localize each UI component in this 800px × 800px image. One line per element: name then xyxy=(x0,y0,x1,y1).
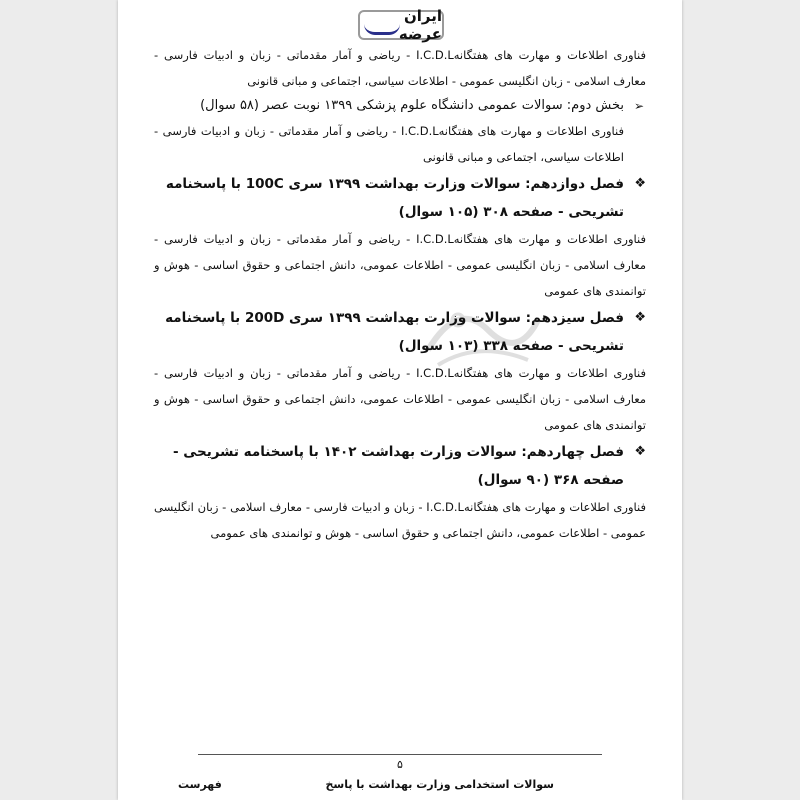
toc-heading-text: فصل چهاردهم: سوالات وزارت بهداشت ۱۴۰۲ با پاسخنامه تشریحی - صفحه ۳۶۸ (۹۰ سوال) xyxy=(173,444,624,488)
toc-topics-text: فناوری اطلاعات و مهارت های هفتگانهI.C.D.L - زبان و ادبیات فارسی - معارف اسلامی - زبان انگلیسی عمومی - اطلاعات عمومی، دانش اجتماعی و حقوق اساسی - هوش و توانمندی های عمومی xyxy=(154,500,646,540)
footer-section-label: فهرست xyxy=(178,778,222,791)
toc-chapter xyxy=(154,438,646,494)
toc-topics-text: فناوری اطلاعات و مهارت های هفتگانهI.C.D.L - ریاضی و آمار مقدماتی - زبان و ادبیات فارسی - اطلاعات سیاسی، اجتماعی و مبانی قانونی xyxy=(154,124,624,164)
toc-topics-text: فناوری اطلاعات و مهارت های هفتگانهI.C.D.L - ریاضی و آمار مقدماتی - زبان و ادبیات فارسی - معارف اسلامی - زبان انگلیسی عمومی - اطلاعات عمومی، دانش اجتماعی و حقوق اساسی - هوش و توانمندی های عمومی xyxy=(154,232,646,298)
footer-book-title: سوالات استخدامی وزارت بهداشت با پاسخ xyxy=(325,778,554,791)
page-number: ۵ xyxy=(397,758,403,771)
toc-chapter xyxy=(154,304,646,360)
brand-logo-text: ایران عرضه xyxy=(398,7,442,43)
toc-subsection xyxy=(154,94,646,118)
toc-topics xyxy=(154,42,646,94)
diamond-bullet-icon: ❖ xyxy=(634,310,646,325)
diamond-bullet-icon: ❖ xyxy=(634,444,646,459)
toc-topics xyxy=(154,226,646,304)
diamond-bullet-icon: ❖ xyxy=(634,176,646,191)
arrow-bullet-icon: ➢ xyxy=(633,99,644,113)
toc-topics-text: فناوری اطلاعات و مهارت های هفتگانهI.C.D.L - ریاضی و آمار مقدماتی - زبان و ادبیات فارسی - معارف اسلامی - زبان انگلیسی عمومی - اطلاعات عمومی، دانش اجتماعی و حقوق اساسی - هوش و توانمندی های عمومی xyxy=(154,366,646,432)
toc-topics xyxy=(154,118,646,170)
table-of-contents xyxy=(154,42,646,546)
toc-topics-text: فناوری اطلاعات و مهارت های هفتگانهI.C.D.L - ریاضی و آمار مقدماتی - زبان و ادبیات فارسی - معارف اسلامی - زبان انگلیسی عمومی - اطلاعات سیاسی، اجتماعی و مبانی قانونی xyxy=(154,48,646,88)
logo-swoosh xyxy=(364,24,400,35)
toc-heading-text: بخش دوم: سوالات عمومی دانشگاه علوم پزشکی ۱۳۹۹ نوبت عصر (۵۸ سوال) xyxy=(200,98,624,113)
toc-heading-text: فصل دوازدهم: سوالات وزارت بهداشت ۱۳۹۹ سری 100C با پاسخنامه تشریحی - صفحه ۳۰۸ (۱۰۵ سوال) xyxy=(165,176,624,220)
toc-topics xyxy=(154,494,646,546)
toc-chapter xyxy=(154,170,646,226)
toc-topics xyxy=(154,360,646,438)
footer-divider xyxy=(198,754,602,755)
toc-heading-text: فصل سیزدهم: سوالات وزارت بهداشت ۱۳۹۹ سری 200D با پاسخنامه تشریحی - صفحه ۳۳۸ (۱۰۳ سوال) xyxy=(165,310,624,354)
document-page xyxy=(118,0,682,800)
brand-logo xyxy=(358,7,444,43)
